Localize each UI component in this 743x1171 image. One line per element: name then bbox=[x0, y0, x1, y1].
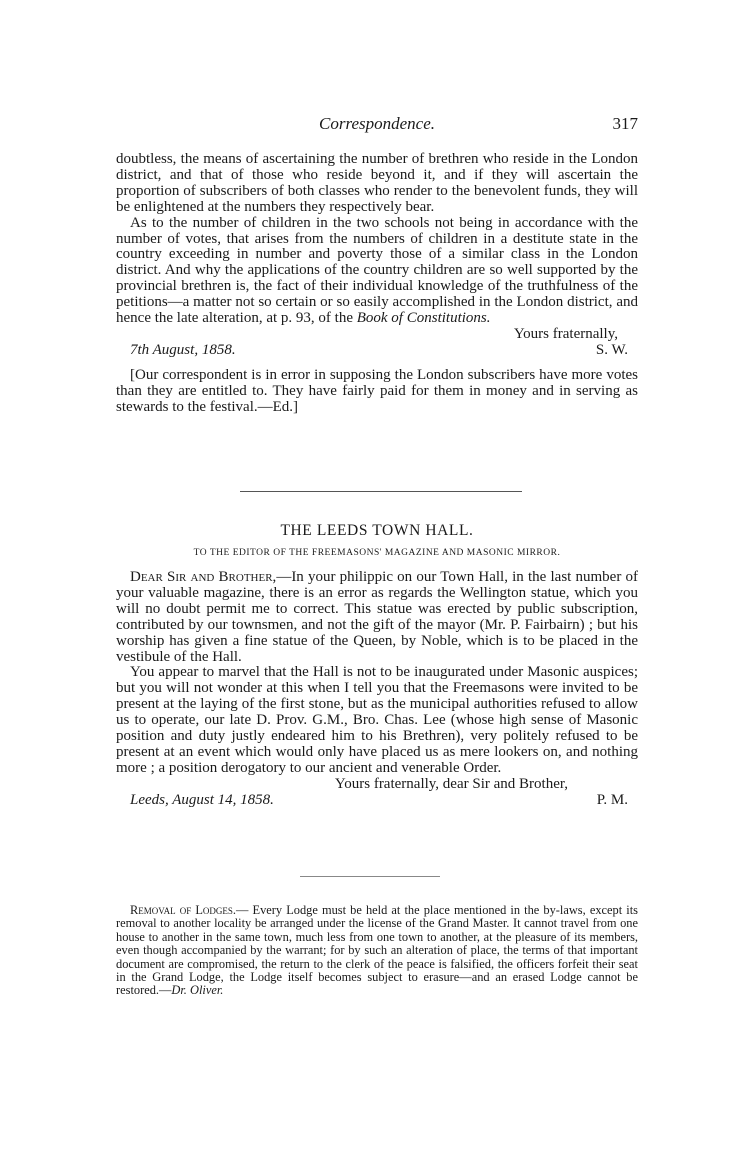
letter-one-paragraph-2-text: As to the number of children in the two schools not being in accordance with the number of votes, that arises from the numbers of children in a destitute state in the country exceeding in number and poverty those of a similar class in the London district. And why the applications of the country children are so well supported by the provincial brethren is, the fact of their individual knowledge of the truthfulness of the petitions—a matter not so certain or so easily accomplished in the London district, and hence the late alteration, at p. 93, of the bbox=[116, 214, 638, 327]
article-title: THE LEEDS TOWN HALL. bbox=[280, 522, 474, 539]
note-paragraph bbox=[116, 904, 638, 998]
note-attribution: Dr. Oliver. bbox=[171, 983, 224, 998]
letter-two-signature: P. M. bbox=[596, 791, 628, 808]
letter-one-date: 7th August, 1858. bbox=[130, 341, 236, 358]
letter-one-signature: S. W. bbox=[595, 341, 628, 358]
letter-one-paragraph-2 bbox=[116, 216, 638, 327]
letter-one-closing: Yours fraternally, bbox=[513, 325, 618, 342]
running-head: Correspondence. bbox=[319, 114, 435, 133]
letter-two-date: Leeds, August 14, 1858. bbox=[130, 791, 274, 808]
salutation: Dear Sir and Brother, bbox=[130, 569, 277, 585]
note-text: — Every Lodge must be held at the place mentioned in the by-laws, except its removal to another locality be arranged under the license of the Grand Master. It cannot travel from one house to another in the same town, much less from one town to another, at the pleasure of its members, even though accompanied by the warrant; for by such an alteration of place, the terms of that important document are compromised, the return to the clerk of the peace is falsified, the officers forfeit their seat in the Grand Lodge, the Lodge itself becomes subject to erasure—and an erased Lodge cannot be restored.— bbox=[116, 903, 638, 998]
letter-two-paragraph-1 bbox=[116, 570, 638, 665]
letter-two-signature-line bbox=[116, 793, 638, 809]
letter-two-paragraph-1-text: —In your philippic on our Town Hall, in the last number of your valuable magazine, there is an error as regards the Wellington statue, which you will no doubt permit me to correct. This statue was erected by public subscription, contributed by our townsmen, and not the gift of the mayor (Mr. P. Fairbairn) ; but his worship has given a fine statue of the Queen, by Noble, which is to be placed in the vestibule of the Hall. bbox=[116, 569, 639, 665]
letter-one-paragraph-1: doubtless, the means of ascertaining the number of brethren who reside in the London district, and that of those who reside beyond it, and if they will ascertain the proportion of subscribers of both classes who render to the benevolent funds, they will be enlightened at the numbers they respectively bear. bbox=[116, 151, 638, 215]
section-divider bbox=[240, 491, 522, 492]
letter-two bbox=[116, 570, 638, 809]
note-divider bbox=[300, 876, 440, 877]
page-number: 317 bbox=[612, 114, 638, 133]
note-heading: Removal of Lodges. bbox=[130, 903, 236, 917]
removal-of-lodges-note bbox=[116, 904, 638, 998]
letter-two-paragraph-2: You appear to marvel that the Hall is not to be inaugurated under Masonic auspices; but you will not wonder at this when I tell you that the Freemasons were invited to be present at the laying of the first stone, but as the municipal authorities refused to allow us to operate, our late D. Prov. G.M., Bro. Chas. Lee (whose high sense of Masonic position and duty justly endeared him to his Brethren), very politely refused to be present at an event which would only have placed us as mere lookers on, and nothing more ; a position derogatory to our ancient and venerable Order. bbox=[116, 664, 638, 776]
book-of-constitutions: Book of Constitutions. bbox=[356, 310, 491, 327]
letter-two-closing: Yours fraternally, dear Sir and Brother, bbox=[334, 775, 568, 792]
page-header bbox=[116, 114, 638, 138]
article-subtitle: TO THE EDITOR OF THE FREEMASONS' MAGAZINE AND MASONIC MIRROR. bbox=[193, 548, 561, 558]
editor-note: [Our correspondent is in error in supposing the London subscribers have more votes than they are entitled to. They have fairly paid for them in money and in serving as stewards to the festival.—Ed.] bbox=[116, 366, 638, 415]
letter-one bbox=[116, 152, 638, 416]
letter-one-signature-line bbox=[116, 343, 638, 359]
